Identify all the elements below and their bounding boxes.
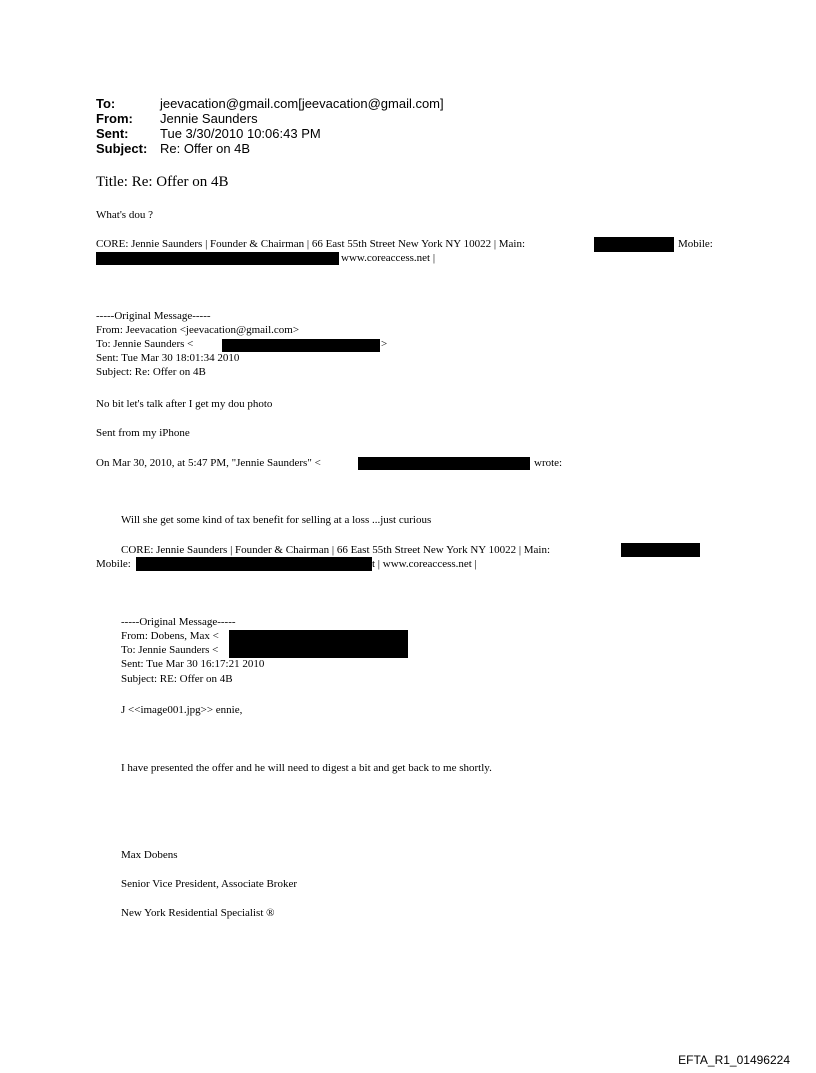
subject-label: Subject: — [96, 141, 148, 156]
redaction-box — [358, 457, 530, 470]
from-value: Jennie Saunders — [160, 111, 258, 126]
original2-greeting: J <<image001.jpg>> ennie, — [121, 704, 243, 716]
original-sent: Sent: Tue Mar 30 18:01:34 2010 — [96, 352, 240, 364]
quoted-signature-line1: CORE: Jennie Saunders | Founder & Chairman | 66 East 55th Street New York NY 10022 | Main: — [121, 544, 551, 556]
email-header — [96, 96, 444, 156]
redaction-box — [229, 630, 408, 658]
redaction-box — [96, 252, 339, 265]
quoted-body: Will she get some kind of tax benefit for selling at a loss ...just curious — [121, 514, 432, 526]
quoted-signature-mobile: Mobile: — [96, 558, 131, 570]
original-to: To: Jennie Saunders < — [96, 338, 194, 350]
original2-subject: Subject: RE: Offer on 4B — [121, 673, 233, 685]
sent-value: Tue 3/30/2010 10:06:43 PM — [160, 126, 321, 141]
reply-signature-line1: CORE: Jennie Saunders | Founder & Chairman | 66 East 55th Street New York NY 10022 | Main: — [96, 238, 526, 250]
subject-value: Re: Offer on 4B — [160, 141, 251, 156]
original2-to: To: Jennie Saunders < — [121, 644, 219, 656]
sig-title: Senior Vice President, Associate Broker — [121, 878, 298, 890]
reply-signature-mobile: Mobile: — [678, 238, 713, 250]
sent-row — [96, 126, 444, 141]
original2-body: I have presented the offer and he will need to digest a bit and get back to me shortly. — [121, 762, 492, 774]
redaction-box — [594, 237, 674, 252]
reply-signature-line2: www.coreaccess.net | — [341, 252, 436, 264]
redaction-box — [222, 339, 380, 352]
document-id-footer: EFTA_R1_01496224 — [678, 1053, 790, 1067]
reply-body: What's dou ? — [96, 209, 153, 221]
wrote-line-suffix: wrote: — [534, 457, 563, 469]
original-message-divider-2: -----Original Message----- — [121, 616, 236, 628]
wrote-line: On Mar 30, 2010, at 5:47 PM, "Jennie Saunders" < — [96, 457, 321, 469]
from-row — [96, 111, 444, 126]
sent-from-iphone: Sent from my iPhone — [96, 427, 190, 439]
from-label: From: — [96, 111, 133, 126]
subject-row — [96, 141, 444, 156]
redaction-box — [621, 543, 700, 557]
to-row — [96, 96, 444, 111]
original2-from: From: Dobens, Max < — [121, 630, 219, 642]
to-value: jeevacation@gmail.com[jeevacation@gmail.com] — [160, 96, 444, 111]
sig-specialist: New York Residential Specialist ® — [121, 907, 275, 919]
original-message-divider: -----Original Message----- — [96, 310, 211, 322]
original2-sent: Sent: Tue Mar 30 16:17:21 2010 — [121, 658, 265, 670]
document-title: Title: Re: Offer on 4B — [96, 174, 229, 190]
original-subject: Subject: Re: Offer on 4B — [96, 366, 206, 378]
original-to-tail: > — [381, 338, 388, 350]
quoted-signature-line2: t | www.coreaccess.net | — [372, 558, 477, 570]
original-body: No bit let's talk after I get my dou photo — [96, 398, 273, 410]
redaction-box — [136, 557, 372, 571]
original-from: From: Jeevacation <jeevacation@gmail.com> — [96, 324, 300, 336]
to-label: To: — [96, 96, 116, 111]
sig-name: Max Dobens — [121, 849, 178, 861]
sent-label: Sent: — [96, 126, 129, 141]
